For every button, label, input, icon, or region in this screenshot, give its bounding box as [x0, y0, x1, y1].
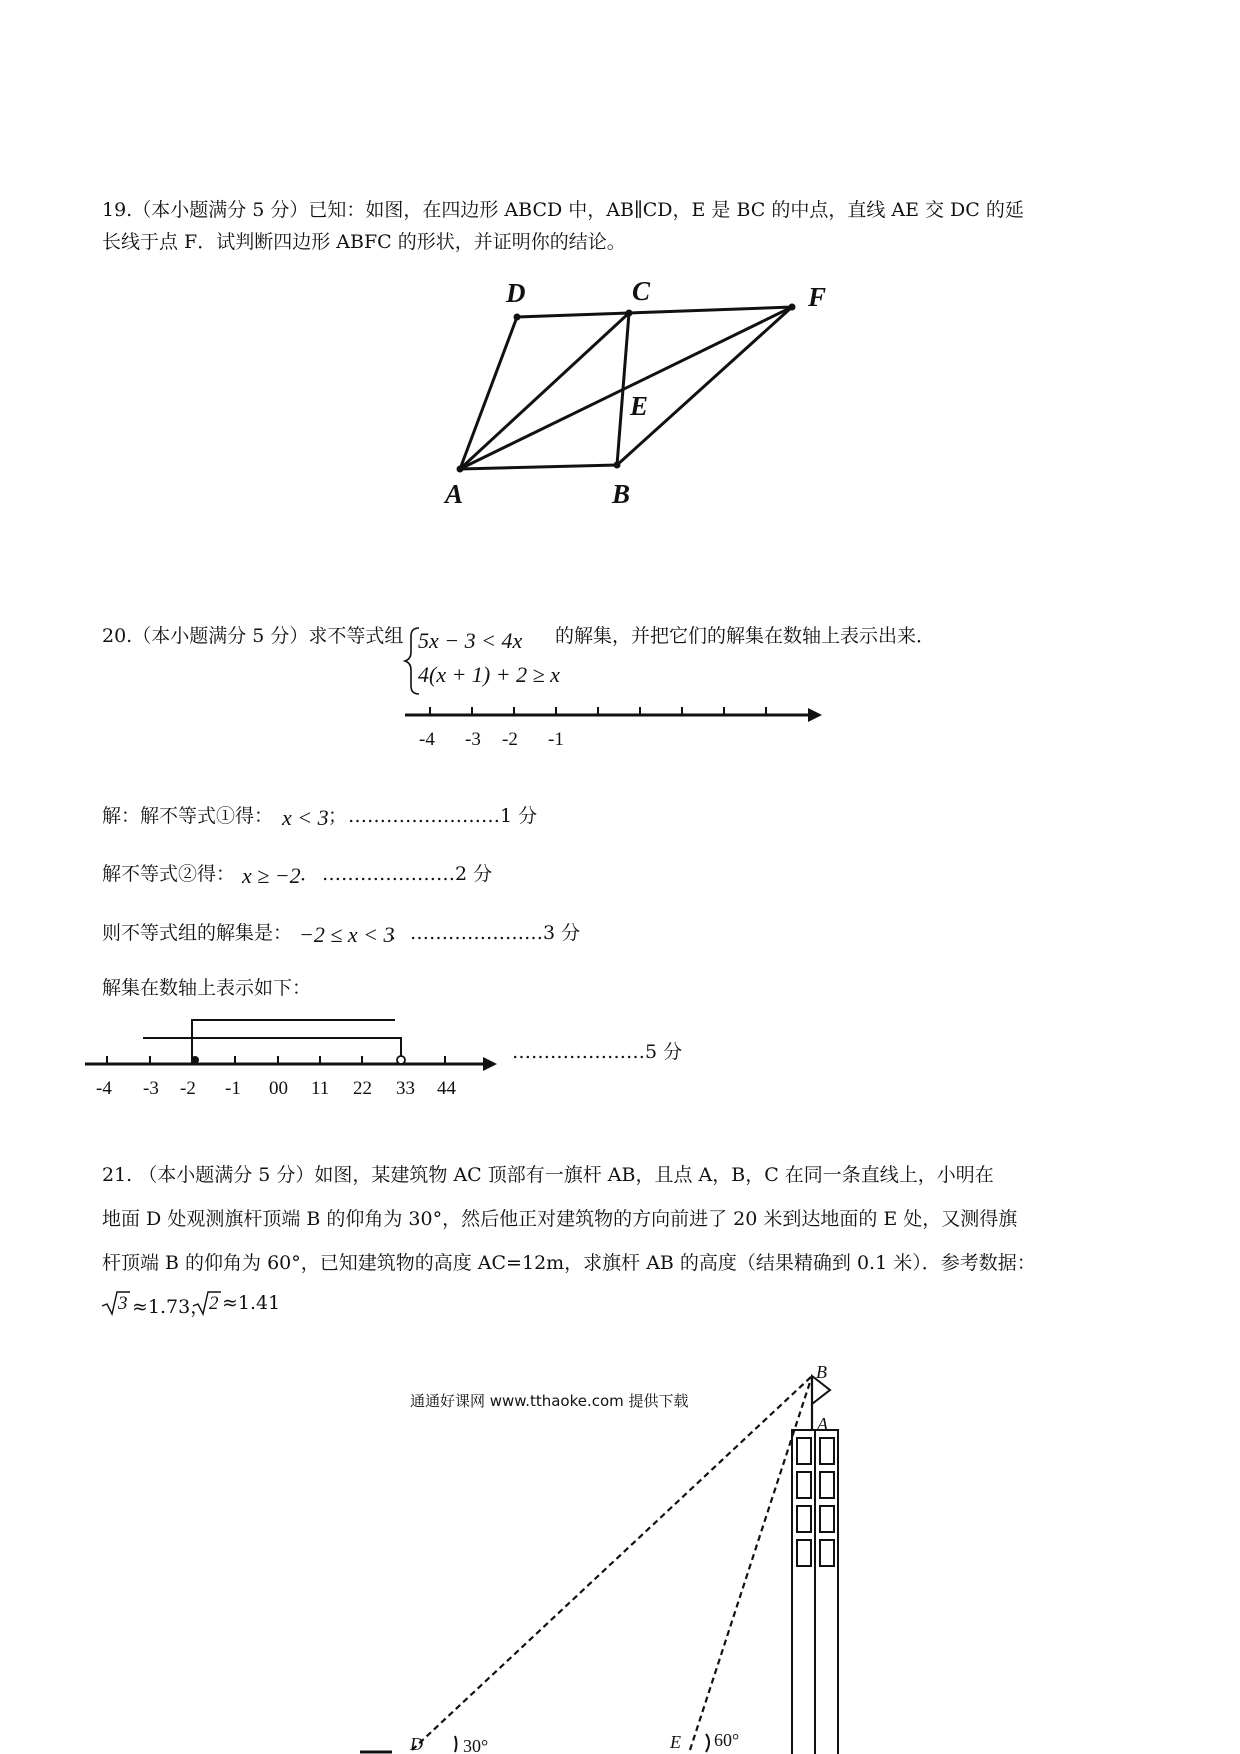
sqrt2-radicand: 2: [209, 1293, 219, 1314]
q21-line3: 杆顶端 B 的仰角为 60°，已知建筑物的高度 AC=12m，求旗杆 AB 的高度（结果精确到 0.1 米）．参考数据：: [102, 1252, 1036, 1274]
q21-ref-sqrt3: ≈1.73，: [132, 1296, 210, 1318]
segment-DC: [517, 313, 629, 317]
label-E: E: [670, 1732, 681, 1752]
tick-label: 33: [396, 1078, 415, 1099]
solution-step-4: 解集在数轴上表示如下：: [102, 977, 312, 999]
point-A: [457, 466, 464, 473]
q20-inequality-2: 4(x + 1) + 2 ≥ x: [418, 662, 560, 687]
label-D: D: [410, 1734, 423, 1754]
tick-label: -2: [502, 729, 518, 750]
solution-math-2: x ≥ −2: [242, 863, 301, 888]
segment-BF: [617, 307, 792, 465]
segment-CF: [629, 307, 792, 313]
angle-60-label: 60°: [714, 1730, 740, 1750]
building-icon: [792, 1430, 838, 1754]
q20-prefix: 20.（本小题满分 5 分）求不等式组: [102, 625, 404, 647]
q19-line2: 长线于点 F．试判断四边形 ABFC 的形状，并证明你的结论。: [102, 231, 626, 253]
q21-ref-sqrt2: ≈1.41: [222, 1292, 281, 1314]
solution-math-1: x < 3: [282, 805, 329, 830]
point-B: [614, 462, 621, 469]
angle-arc-30: [455, 1736, 457, 1752]
point-F: [789, 304, 796, 311]
tick-label: -1: [225, 1078, 241, 1099]
label-B: B: [816, 1362, 827, 1382]
q20-suffix: 的解集，并把它们的解集在数轴上表示出来．: [555, 625, 936, 647]
q19-line1: 19.（本小题满分 5 分）已知：如图，在四边形 ABCD 中，AB∥CD，E 是 BC 的中点，直线 AE 交 DC 的延: [102, 199, 1024, 221]
arrow-icon: [483, 1057, 497, 1071]
solution-tail-2: ．: [300, 863, 320, 885]
score-2: …………………2 分: [322, 863, 493, 885]
label-B: B: [612, 479, 631, 509]
solution-tail-3: ．: [390, 922, 410, 944]
tick-label: -2: [180, 1078, 196, 1099]
number-line-1: [0, 700, 1240, 760]
label-A: A: [445, 479, 464, 509]
closed-point: [191, 1056, 199, 1064]
label-E: E: [630, 391, 649, 421]
tick-label: 11: [311, 1078, 330, 1099]
label-C: C: [632, 276, 651, 306]
tick-label: -3: [143, 1078, 159, 1099]
solution-step-2: 解不等式②得：: [102, 863, 236, 885]
q21-line1: 21. （本小题满分 5 分）如图，某建筑物 AC 顶部有一旗杆 AB，且点 A，B，C 在同一条直线上，小明在: [102, 1164, 994, 1186]
sightline-DB: [412, 1376, 812, 1750]
tick-label: -4: [419, 729, 435, 750]
solution-tail-1: ；: [328, 805, 348, 827]
score-5: …………………5 分: [512, 1041, 683, 1063]
angle-30-label: 30°: [463, 1736, 489, 1754]
tick-label: -1: [548, 729, 564, 750]
label-A: A: [817, 1414, 828, 1434]
q21-line2: 地面 D 处观测旗杆顶端 B 的仰角为 30°，然后他正对建筑物的方向前进了 20 米到达地面的 E 处，又测得旗: [102, 1208, 1018, 1230]
segment-AC: [460, 313, 629, 469]
tick-label: 22: [353, 1078, 372, 1099]
tick-label: -3: [465, 729, 481, 750]
angle-arc-60: [706, 1734, 709, 1752]
q21-flagpole-diagram: [0, 1354, 1240, 1754]
segment-AF: [460, 307, 792, 469]
q20-inequality-1: 5x − 3 < 4x: [418, 628, 523, 653]
score-3: …………………3 分: [410, 922, 581, 944]
solution-step-3: 则不等式组的解集是：: [102, 922, 293, 944]
tick-label: 44: [437, 1078, 456, 1099]
point-D: [514, 314, 521, 321]
open-point: [397, 1056, 405, 1064]
sqrt3-radicand: 3: [118, 1293, 128, 1314]
label-D: D: [506, 278, 526, 308]
solution-ray-left: [192, 1020, 395, 1062]
point-C: [626, 310, 633, 317]
tick-label: -4: [96, 1078, 112, 1099]
watermark: 通通好课网 www.tthaoke.com 提供下载: [410, 1392, 689, 1410]
tick-label: 00: [269, 1078, 288, 1099]
score-1: ……………………1 分: [348, 805, 538, 827]
solution-step-1: 解：解不等式①得：: [102, 805, 274, 827]
segment-AB: [460, 465, 617, 469]
label-F: F: [808, 282, 827, 312]
arrow-icon: [808, 708, 822, 722]
solution-math-3: −2 ≤ x < 3: [299, 922, 395, 947]
q19-quadrilateral-diagram: [0, 0, 1240, 600]
